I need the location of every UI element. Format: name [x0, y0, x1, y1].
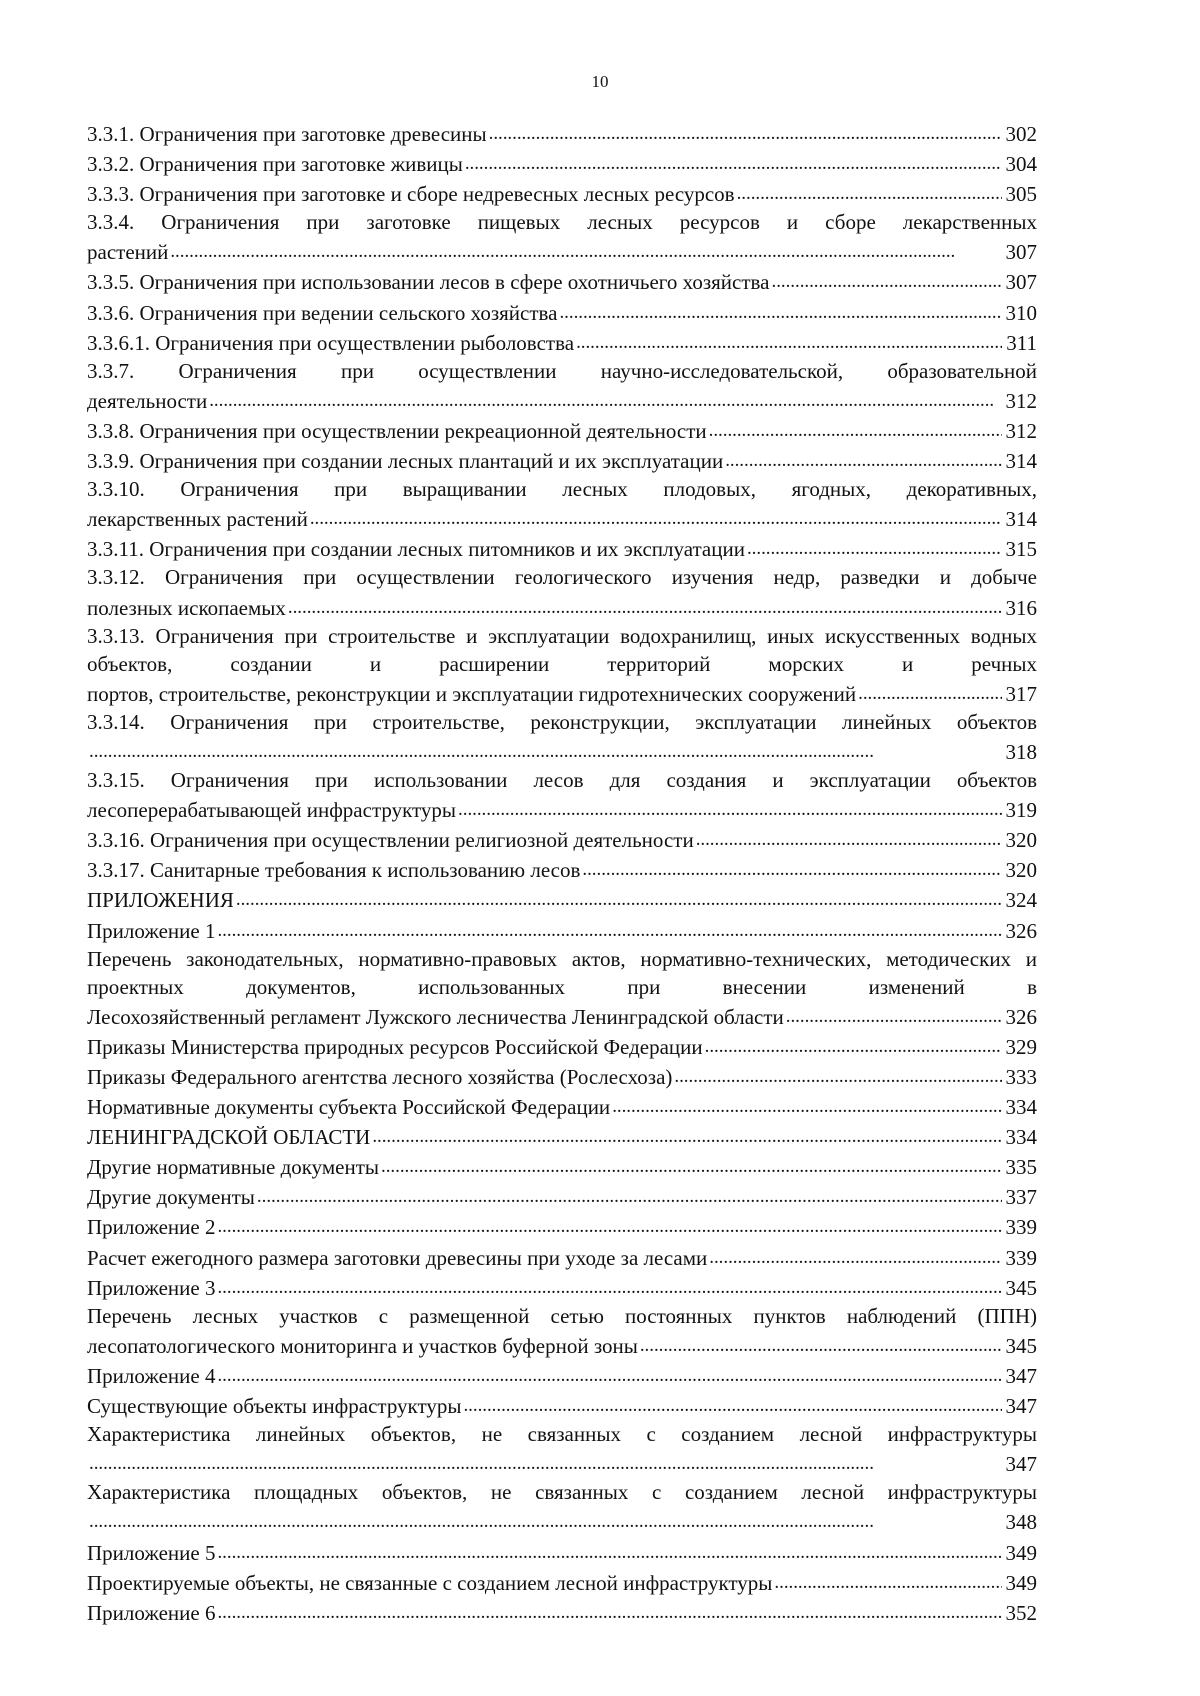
- toc-entry-page: 324: [1005, 888, 1037, 913]
- dot-leader: [217, 1211, 1001, 1241]
- toc-entry-page: 311: [1006, 330, 1037, 355]
- dot-leader: [463, 1390, 1001, 1420]
- toc-entry-title: 3.3.10. Ограничения при выращивании лесных плодовых, ягодных, декоративных,: [87, 477, 1037, 502]
- toc-entry[interactable]: [87, 445, 1037, 475]
- dot-leader: [696, 824, 1002, 854]
- dot-leader: [236, 884, 1002, 914]
- toc-entry-page: 347: [1005, 1394, 1037, 1419]
- toc-entry[interactable]: [87, 178, 1037, 208]
- toc-entry-tail: [87, 1330, 1037, 1360]
- toc-entry[interactable]: [87, 1390, 1037, 1420]
- toc-entry-title: Перечень законодательных, нормативно-правовых актов, нормативно-технических, методических и проектных документов, использованных при внесении изменений в: [87, 946, 1037, 999]
- toc-entry[interactable]: [87, 854, 1037, 884]
- toc-entry[interactable]: [87, 1272, 1037, 1302]
- toc-entry[interactable]: [87, 1420, 1037, 1478]
- table-of-contents: [87, 118, 1037, 1627]
- toc-entry[interactable]: [87, 266, 1037, 296]
- dot-leader: [640, 1330, 1002, 1360]
- toc-entry-page: 326: [1005, 918, 1037, 943]
- toc-entry-title: Перечень лесных участков с размещенной сетью постоянных пунктов наблюдений (ППН): [87, 1303, 1037, 1328]
- toc-entry-page: 349: [1005, 1570, 1037, 1595]
- toc-entry[interactable]: [87, 1537, 1037, 1567]
- toc-entry[interactable]: [87, 1121, 1037, 1151]
- toc-entry-title: Существующие объекты инфраструктуры: [87, 1394, 462, 1419]
- toc-entry-page: 349: [1005, 1540, 1037, 1565]
- toc-entry-title: Лесохозяйственный регламент Лужского лесничества Ленинградской области: [87, 1004, 784, 1029]
- toc-entry-title: ЛЕНИНГРАДСКОЙ ОБЛАСТИ: [87, 1125, 371, 1150]
- toc-entry-tail: [87, 678, 1037, 708]
- toc-entry-tail: [87, 503, 1037, 533]
- dot-leader: [372, 1121, 1001, 1151]
- toc-entry-title: 3.3.1. Ограничения при заготовке древесины: [87, 122, 487, 146]
- toc-entry-page: 302: [1005, 122, 1037, 146]
- toc-entry[interactable]: [87, 1031, 1037, 1061]
- dot-leader: [725, 445, 1001, 475]
- toc-entry-page: 337: [1005, 1185, 1037, 1210]
- toc-entry[interactable]: [87, 945, 1037, 1031]
- dot-leader: [774, 1567, 1001, 1597]
- toc-entry-title: Приложение 3: [87, 1275, 216, 1300]
- dot-leader: [310, 503, 1002, 533]
- toc-entry-title: 3.3.8. Ограничения при осуществлении рекреационной деятельности: [87, 418, 707, 443]
- toc-entry-title: 3.3.12. Ограничения при осуществлении геологического изучения недр, разведки и добыче: [87, 565, 1037, 590]
- toc-entry-title: 3.3.16. Ограничения при осуществлении религиозной деятельности: [87, 828, 694, 853]
- dot-leader: [288, 592, 1002, 622]
- dot-leader: [582, 854, 1001, 884]
- toc-entry-page: 339: [1005, 1245, 1037, 1270]
- dot-leader: [709, 1242, 1001, 1272]
- toc-entry[interactable]: [87, 533, 1037, 563]
- dot-leader: [786, 1001, 1002, 1031]
- toc-entry-page: 310: [1005, 300, 1037, 325]
- toc-entry[interactable]: [87, 357, 1037, 415]
- dot-leader: [89, 1448, 1002, 1478]
- toc-entry-tail: [87, 1001, 1037, 1031]
- toc-entry-page: 307: [1005, 270, 1037, 295]
- toc-entry-page: 347: [1005, 1452, 1037, 1477]
- toc-entry[interactable]: [87, 1061, 1037, 1091]
- toc-entry-title: лекарственных растений: [87, 507, 308, 532]
- page-number: 10: [591, 72, 609, 91]
- toc-entry-page: 317: [1005, 681, 1037, 706]
- toc-entry-title: ПРИЛОЖЕНИЯ: [87, 888, 234, 913]
- toc-entry-page: 307: [1005, 240, 1037, 265]
- toc-entry-page: 334: [1005, 1125, 1037, 1150]
- dot-leader: [747, 533, 1002, 563]
- dot-leader: [217, 915, 1001, 945]
- toc-entry-page: 339: [1005, 1215, 1037, 1240]
- toc-entry-title: 3.3.6.1. Ограничения при осуществлении рыболовства: [87, 330, 575, 355]
- toc-entry-title: Приложение 4: [87, 1363, 216, 1388]
- toc-entry-page: 314: [1005, 507, 1037, 532]
- dot-leader: [559, 297, 1001, 327]
- toc-entry[interactable]: [87, 708, 1037, 766]
- toc-entry-title: деятельности: [87, 388, 208, 413]
- toc-entry[interactable]: [87, 1478, 1037, 1536]
- toc-entry-tail: [87, 736, 1037, 766]
- dot-leader: [170, 236, 1001, 266]
- toc-entry-page: 334: [1005, 1095, 1037, 1120]
- toc-entry[interactable]: [87, 118, 1037, 148]
- toc-entry-title: 3.3.4. Ограничения при заготовке пищевых лесных ресурсов и сборе лекарственных: [87, 210, 1037, 235]
- dot-leader: [705, 1031, 1002, 1061]
- dot-leader: [772, 266, 1002, 296]
- toc-entry-page: 348: [1005, 1510, 1037, 1535]
- toc-entry-title: 3.3.13. Ограничения при строительстве и эксплуатации водохранилищ, иных искусственных водных объектов, создании и расширении территорий морских и речных: [87, 623, 1037, 676]
- dot-leader: [489, 118, 1002, 148]
- toc-entry[interactable]: [87, 622, 1037, 708]
- toc-entry[interactable]: [87, 1567, 1037, 1597]
- toc-entry-title: 3.3.17. Санитарные требования к использованию лесов: [87, 858, 581, 883]
- dot-leader: [217, 1272, 1001, 1302]
- toc-entry-title: 3.3.11. Ограничения при создании лесных питомников и их эксплуатации: [87, 537, 745, 562]
- toc-entry-page: 345: [1005, 1333, 1037, 1358]
- toc-entry[interactable]: [87, 563, 1037, 621]
- toc-entry[interactable]: [87, 1302, 1037, 1360]
- toc-entry[interactable]: [87, 327, 1037, 357]
- toc-entry[interactable]: [87, 824, 1037, 854]
- toc-entry-title: Другие документы: [87, 1185, 255, 1210]
- toc-entry-page: 314: [1005, 449, 1037, 474]
- toc-entry-title: 3.3.14. Ограничения при строительстве, реконструкции, эксплуатации линейных объектов: [87, 709, 1037, 734]
- dot-leader: [89, 1506, 1002, 1536]
- toc-entry-page: 326: [1005, 1004, 1037, 1029]
- toc-entry-page: 347: [1005, 1363, 1037, 1388]
- toc-entry-title: лесопатологического мониторинга и участков буферной зоны: [87, 1333, 638, 1358]
- toc-entry-title: Расчет ежегодного размера заготовки древесины при уходе за лесами: [87, 1245, 708, 1270]
- toc-entry-page: 312: [1005, 418, 1037, 443]
- toc-entry-title: Другие нормативные документы: [87, 1155, 380, 1180]
- toc-entry[interactable]: [87, 1597, 1037, 1627]
- toc-entry[interactable]: [87, 1211, 1037, 1241]
- dot-leader: [674, 1061, 1001, 1091]
- toc-entry[interactable]: [87, 475, 1037, 533]
- dot-leader: [858, 678, 1001, 708]
- dot-leader: [709, 415, 1002, 445]
- dot-leader: [465, 148, 1002, 178]
- toc-entry-title: 3.3.15. Ограничения при использовании лесов для создания и эксплуатации объектов: [87, 768, 1037, 793]
- toc-entry-title: 3.3.7. Ограничения при осуществлении научно-исследовательской, образовательной: [87, 358, 1037, 383]
- toc-entry-page: 335: [1005, 1155, 1037, 1180]
- toc-entry-title: Приложение 2: [87, 1215, 216, 1240]
- dot-leader: [217, 1537, 1001, 1567]
- toc-entry-tail: [87, 794, 1037, 824]
- toc-entry[interactable]: [87, 208, 1037, 266]
- toc-entry-title: Характеристика площадных объектов, не связанных с созданием лесной инфраструктуры: [87, 1480, 1037, 1505]
- toc-entry-title: 3.3.5. Ограничения при использовании лесов в сфере охотничьего хозяйства: [87, 270, 770, 295]
- toc-entry-page: 304: [1005, 152, 1037, 177]
- toc-entry-tail: [87, 385, 1037, 415]
- toc-entry[interactable]: [87, 1360, 1037, 1390]
- toc-entry-title: лесоперерабатывающей инфраструктуры: [87, 798, 457, 823]
- toc-entry-page: 320: [1005, 828, 1037, 853]
- dot-leader: [209, 385, 1001, 415]
- dot-leader: [737, 178, 1002, 208]
- toc-entry-title: 3.3.3. Ограничения при заготовке и сборе недревесных лесных ресурсов: [87, 182, 735, 207]
- toc-entry[interactable]: [87, 1242, 1037, 1272]
- toc-entry-page: 319: [1005, 798, 1037, 823]
- toc-entry-title: Приказы Министерства природных ресурсов Российской Федерации: [87, 1034, 703, 1059]
- toc-entry[interactable]: [87, 415, 1037, 445]
- toc-entry-tail: [87, 236, 1037, 266]
- toc-entry-page: 345: [1005, 1275, 1037, 1300]
- toc-entry-page: 318: [1005, 739, 1037, 764]
- toc-entry-page: 333: [1005, 1065, 1037, 1089]
- toc-entry-page: 329: [1005, 1034, 1037, 1059]
- toc-entry-title: полезных ископаемых: [87, 595, 286, 620]
- toc-entry[interactable]: [87, 884, 1037, 914]
- toc-entry-title: Проектируемые объекты, не связанные с созданием лесной инфраструктуры: [87, 1570, 773, 1595]
- toc-entry-page: 305: [1005, 182, 1037, 207]
- dot-leader: [381, 1151, 1001, 1181]
- dot-leader: [576, 327, 1002, 357]
- toc-entry-title: Приказы Федерального агентства лесного хозяйства (Рослесхоза): [87, 1065, 673, 1089]
- toc-entry-page: 312: [1005, 388, 1037, 413]
- toc-entry-page: 316: [1005, 595, 1037, 620]
- toc-entry-title: 3.3.6. Ограничения при ведении сельского хозяйства: [87, 300, 558, 325]
- toc-entry-tail: [87, 1448, 1037, 1478]
- toc-entry-title: портов, строительстве, реконструкции и эксплуатации гидротехнических сооружений: [87, 681, 857, 706]
- dot-leader: [217, 1360, 1001, 1390]
- toc-entry-title: Приложение 6: [87, 1600, 216, 1625]
- dot-leader: [89, 736, 1002, 766]
- toc-entry-title: 3.3.2. Ограничения при заготовке живицы: [87, 152, 463, 177]
- dot-leader: [257, 1181, 1002, 1211]
- dot-leader: [612, 1091, 1001, 1121]
- toc-entry-title: 3.3.9. Ограничения при создании лесных плантаций и их эксплуатации: [87, 449, 724, 474]
- toc-entry[interactable]: [87, 1151, 1037, 1181]
- dot-leader: [458, 794, 1001, 824]
- toc-entry-title: растений: [87, 240, 169, 265]
- toc-entry[interactable]: [87, 1181, 1037, 1211]
- toc-entry-tail: [87, 1506, 1037, 1536]
- toc-entry-title: Нормативные документы субъекта Российской Федерации: [87, 1095, 611, 1120]
- toc-entry-title: Приложение 1: [87, 918, 216, 943]
- toc-entry-page: 315: [1005, 537, 1037, 562]
- toc-entry-page: 352: [1005, 1600, 1037, 1625]
- toc-entry-tail: [87, 592, 1037, 622]
- toc-entry[interactable]: [87, 148, 1037, 178]
- toc-entry[interactable]: [87, 297, 1037, 327]
- toc-entry[interactable]: [87, 915, 1037, 945]
- toc-entry-page: 320: [1005, 858, 1037, 883]
- toc-entry[interactable]: [87, 766, 1037, 824]
- toc-entry[interactable]: [87, 1091, 1037, 1121]
- toc-entry-title: Характеристика линейных объектов, не связанных с созданием лесной инфраструктуры: [87, 1422, 1037, 1447]
- toc-entry-title: Приложение 5: [87, 1540, 216, 1565]
- dot-leader: [217, 1597, 1001, 1627]
